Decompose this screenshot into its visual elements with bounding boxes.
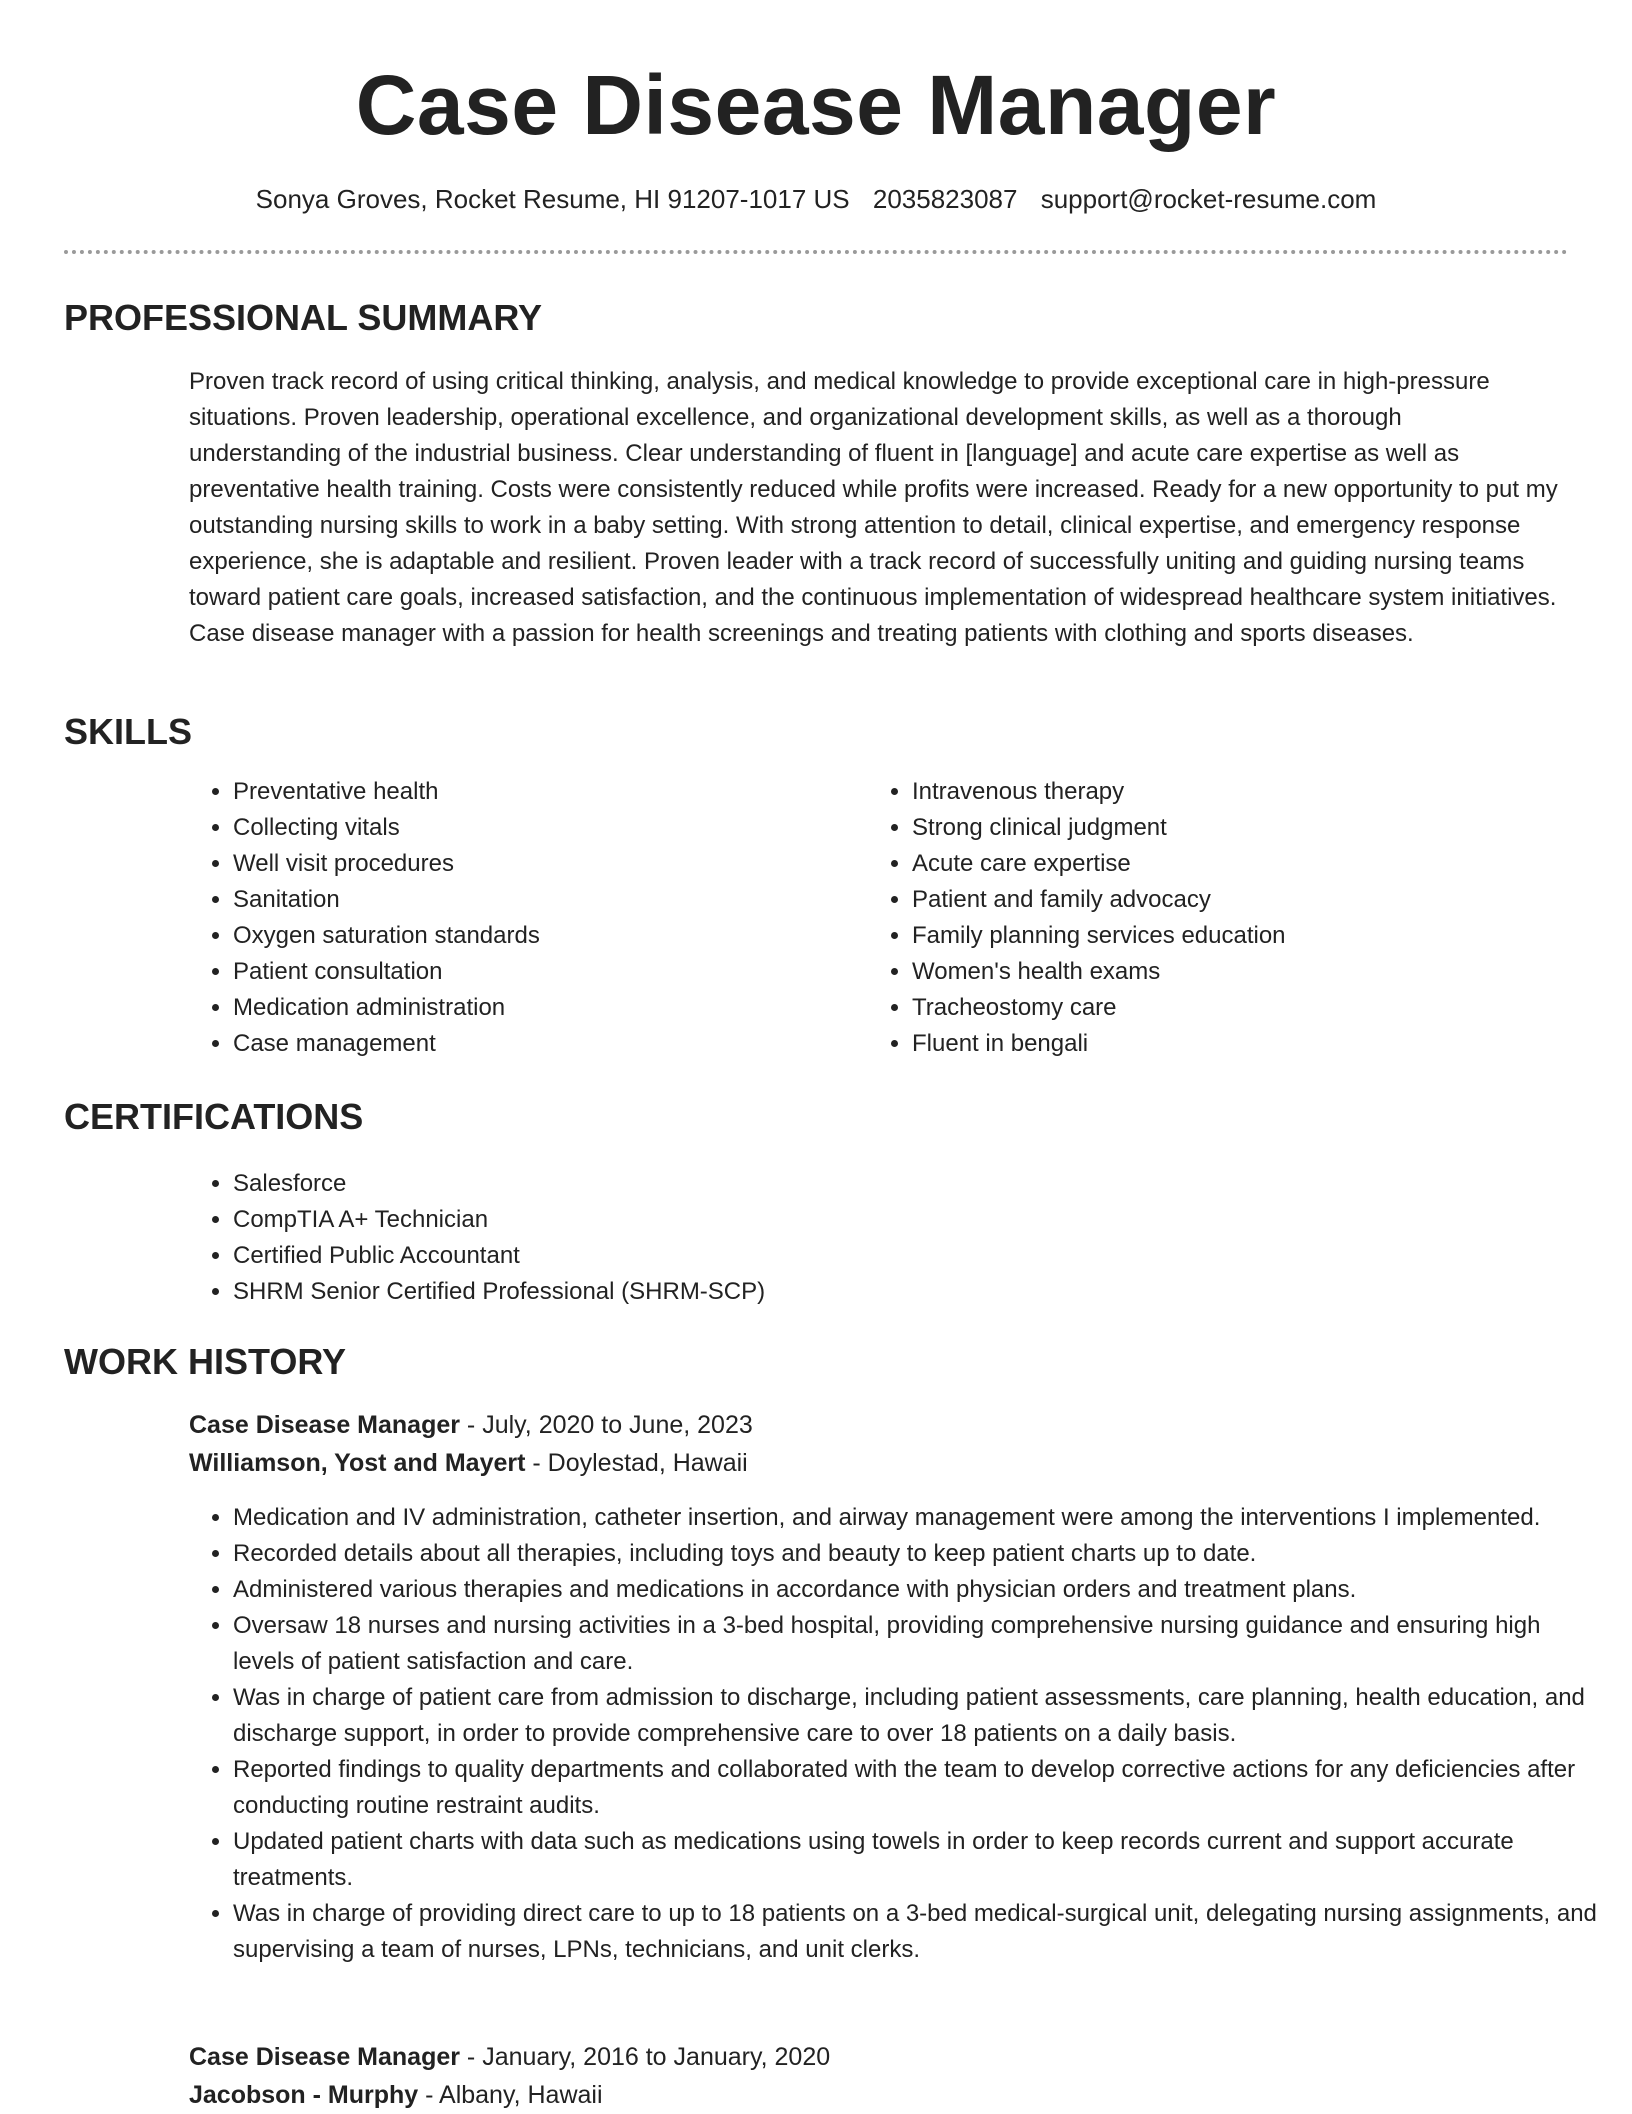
job-role: Case Disease Manager: [189, 2043, 460, 2071]
section-title-certifications: CERTIFICATIONS: [64, 1096, 364, 1137]
contact-phone: 2035823087: [872, 184, 1018, 214]
list-item: • Administered various therapies and medications in accordance with physician orders and treatment plans.: [233, 1572, 1603, 1608]
list-item: • Tracheostomy care: [912, 990, 1592, 1026]
header-divider: [64, 250, 1568, 254]
skills-list-right: [868, 774, 1592, 1062]
list-item: • Intravenous therapy: [912, 774, 1592, 810]
list-item: • Was in charge of providing direct care to up to 18 patients on a 3-bed medical-surgical unit, delegating nursing assignments, and supervising a team of nurses, LPNs, technicians, and unit clerks.: [233, 1896, 1603, 1968]
job-company: Jacobson - Murphy: [189, 2081, 419, 2109]
job-dates: - January, 2016 to January, 2020: [459, 2043, 831, 2071]
list-item: • Case management: [233, 1026, 853, 1062]
job-role-line: [189, 1406, 753, 1444]
list-item: • Recorded details about all therapies, including toys and beauty to keep patient charts up to date.: [233, 1536, 1603, 1572]
list-item: • SHRM Senior Certified Professional (SHRM-SCP): [233, 1274, 1533, 1310]
job-dates: - July, 2020 to June, 2023: [459, 1411, 753, 1439]
contact-address: Sonya Groves, Rocket Resume, HI 91207-1017 US: [255, 184, 850, 214]
list-item: • Medication and IV administration, catheter insertion, and airway management were among the interventions I implemented.: [233, 1500, 1603, 1536]
list-item: • Family planning services education: [912, 918, 1592, 954]
list-item: • Oversaw 18 nurses and nursing activities in a 3-bed hospital, providing comprehensive nursing guidance and ensuring high levels of patient satisfaction and care.: [233, 1608, 1603, 1680]
list-item: • Medication administration: [233, 990, 853, 1026]
job-location: - Doylestad, Hawaii: [525, 1449, 748, 1477]
certifications-list: [189, 1166, 1533, 1310]
list-item: • Preventative health: [233, 774, 853, 810]
list-item: • Fluent in bengali: [912, 1026, 1592, 1062]
list-item: • Acute care expertise: [912, 846, 1592, 882]
list-item: • Strong clinical judgment: [912, 810, 1592, 846]
skills-list-left: [189, 774, 853, 1062]
section-title-work-history: WORK HISTORY: [64, 1341, 347, 1382]
list-item: • Reported findings to quality departments and collaborated with the team to develop corrective actions for any deficiencies after conducting routine restraint audits.: [233, 1752, 1603, 1824]
list-item: • CompTIA A+ Technician: [233, 1202, 1533, 1238]
list-item: • Sanitation: [233, 882, 853, 918]
job-role: Case Disease Manager: [189, 1411, 460, 1439]
list-item: • Patient consultation: [233, 954, 853, 990]
list-item: • Was in charge of patient care from admission to discharge, including patient assessments, care planning, health education, and discharge support, in order to provide comprehensive care to over 18 patients on a daily basis.: [233, 1680, 1603, 1752]
resume-title: Case Disease Manager: [355, 58, 1277, 152]
job-company-line: [189, 1444, 748, 1482]
section-title-skills: SKILLS: [64, 711, 193, 752]
summary-text: Proven track record of using critical thinking, analysis, and medical knowledge to provide exceptional care in high-pressure situations. Proven leadership, operational excellence, and organizational development skills, as well as a thorough understanding of the industrial business. Clear understanding of fluent in [language] and acute care expertise as well as preventative health training. Costs were consistently reduced while profits were increased. Ready for a new opportunity to put my outstanding nursing skills to work in a baby setting. With strong attention to detail, clinical expertise, and emergency response experience, she is adaptable and resilient. Proven leader with a track record of successfully uniting and guiding nursing teams toward patient care goals, increased satisfaction, and the continuous implementation of widespread healthcare system initiatives. Case disease manager with a passion for health screenings and treating patients with clothing and sports diseases.: [189, 368, 1558, 647]
list-item: • Oxygen saturation standards: [233, 918, 853, 954]
list-item: • Updated patient charts with data such as medications using towels in order to keep records current and support accurate treatments.: [233, 1824, 1603, 1896]
list-item: • Women's health exams: [912, 954, 1592, 990]
list-item: • Collecting vitals: [233, 810, 853, 846]
job-role-line: [189, 2038, 830, 2076]
list-item: • Certified Public Accountant: [233, 1238, 1533, 1274]
list-item: • Salesforce: [233, 1166, 1533, 1202]
job-location: - Albany, Hawaii: [418, 2081, 603, 2109]
job-bullets: [189, 1500, 1603, 1968]
job-company-line: [189, 2076, 603, 2114]
list-item: • Patient and family advocacy: [912, 882, 1592, 918]
contact-line: [0, 181, 1632, 217]
job-company: Williamson, Yost and Mayert: [189, 1449, 526, 1477]
contact-email: support@rocket-resume.com: [1040, 184, 1377, 214]
list-item: • Well visit procedures: [233, 846, 853, 882]
section-title-summary: PROFESSIONAL SUMMARY: [64, 297, 543, 338]
